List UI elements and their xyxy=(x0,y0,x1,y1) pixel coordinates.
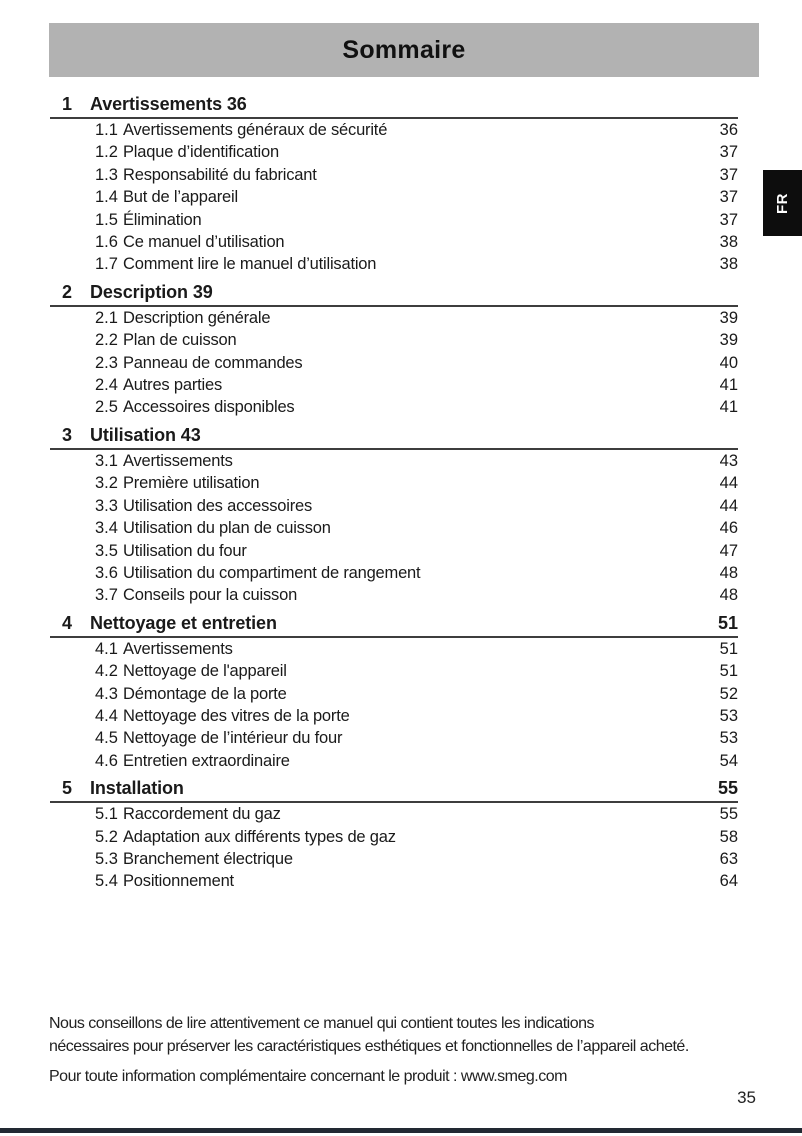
toc-item xyxy=(50,870,738,892)
table-of-contents xyxy=(50,91,738,893)
toc-item-title: Comment lire le manuel d’utilisation xyxy=(123,255,377,274)
toc-item-page: 48 xyxy=(719,586,738,605)
toc-item-page: 43 xyxy=(719,451,738,470)
toc-item-page: 51 xyxy=(719,662,738,681)
toc-item-page: 47 xyxy=(719,541,738,560)
toc-section xyxy=(50,775,738,893)
toc-item xyxy=(50,352,738,374)
toc-item-number: 5.2 xyxy=(95,827,118,846)
toc-item-number: 5.4 xyxy=(95,872,118,891)
toc-item-title: Nettoyage des vitres de la porte xyxy=(123,706,350,725)
page-header-bar xyxy=(49,23,759,77)
toc-item-title: Description générale xyxy=(123,308,271,327)
toc-section-header xyxy=(50,422,738,450)
toc-item-number: 3.2 xyxy=(95,474,118,493)
toc-item-title: Première utilisation xyxy=(123,474,260,493)
toc-item-page: 40 xyxy=(719,353,738,372)
toc-item-number: 2.1 xyxy=(95,308,118,327)
toc-item xyxy=(50,517,738,539)
toc-section-number: 5 xyxy=(62,778,73,799)
toc-item xyxy=(50,186,738,208)
toc-section-header xyxy=(50,610,738,638)
toc-item xyxy=(50,450,738,472)
toc-item-number: 3.4 xyxy=(95,519,118,538)
toc-item-number: 2.2 xyxy=(95,331,118,350)
toc-item-number: 1.2 xyxy=(95,143,118,162)
toc-section xyxy=(50,91,738,276)
toc-section-title: Nettoyage et entretien xyxy=(90,612,277,633)
toc-item-title: Raccordement du gaz xyxy=(123,805,281,824)
toc-section-title: Utilisation 43 xyxy=(90,424,201,445)
toc-item-number: 4.6 xyxy=(95,751,118,770)
toc-item-number: 5.1 xyxy=(95,805,118,824)
toc-item-title: Responsabilité du fabricant xyxy=(123,165,317,184)
toc-item xyxy=(50,472,738,494)
page-number: 35 xyxy=(737,1088,756,1107)
toc-item-number: 1.7 xyxy=(95,255,118,274)
toc-section-page: 55 xyxy=(717,778,738,799)
toc-item xyxy=(50,705,738,727)
toc-item-title: Nettoyage de l'appareil xyxy=(123,662,287,681)
toc-item-page: 37 xyxy=(719,188,738,207)
toc-item-number: 3.6 xyxy=(95,563,118,582)
footer-line: Nous conseillons de lire attentivement ce manuel qui contient toutes les indications xyxy=(49,1015,594,1032)
toc-item-number: 1.5 xyxy=(95,210,118,229)
toc-item-number: 4.2 xyxy=(95,662,118,681)
toc-item-page: 52 xyxy=(719,684,738,703)
toc-item xyxy=(50,495,738,517)
toc-item-title: Avertissements xyxy=(123,451,233,470)
toc-item-title: Utilisation du four xyxy=(123,541,247,560)
toc-item-number: 4.4 xyxy=(95,706,118,725)
toc-item-number: 5.3 xyxy=(95,849,118,868)
toc-item xyxy=(50,253,738,275)
footer-note xyxy=(49,1012,779,1088)
toc-item-number: 1.3 xyxy=(95,165,118,184)
toc-item-page: 39 xyxy=(719,331,738,350)
toc-item xyxy=(50,231,738,253)
toc-item-title: Avertissements xyxy=(123,639,233,658)
toc-item-number: 4.3 xyxy=(95,684,118,703)
toc-item xyxy=(50,727,738,749)
toc-item xyxy=(50,638,738,660)
toc-item-page: 37 xyxy=(719,210,738,229)
language-tab-fr xyxy=(763,170,802,236)
toc-item-number: 1.1 xyxy=(95,121,118,139)
toc-item-title: Ce manuel d’utilisation xyxy=(123,233,285,252)
toc-item xyxy=(50,209,738,231)
footer-line: nécessaires pour préserver les caractéristiques esthétiques et fonctionnelles de l’appareil acheté. xyxy=(49,1038,689,1055)
toc-item-number: 4.1 xyxy=(95,639,118,658)
toc-item-page: 63 xyxy=(719,849,738,868)
toc-item-title: Utilisation du compartiment de rangement xyxy=(123,563,421,582)
toc-item xyxy=(50,164,738,186)
toc-item xyxy=(50,396,738,418)
toc-item-number: 3.5 xyxy=(95,541,118,560)
toc-item-page: 41 xyxy=(719,398,738,417)
toc-item xyxy=(50,750,738,772)
toc-item xyxy=(50,374,738,396)
toc-item-title: Branchement électrique xyxy=(123,849,293,868)
toc-item xyxy=(50,562,738,584)
toc-item-title: Utilisation du plan de cuisson xyxy=(123,519,331,538)
toc-section-number: 4 xyxy=(62,612,73,633)
toc-item-number: 1.4 xyxy=(95,188,118,207)
toc-item xyxy=(50,141,738,163)
toc-item-page: 46 xyxy=(719,519,738,538)
toc-item-page: 37 xyxy=(719,165,738,184)
toc-item-number: 2.5 xyxy=(95,398,118,417)
toc-item-page: 44 xyxy=(719,474,738,493)
toc-item-page: 37 xyxy=(719,143,738,162)
toc-item-page: 54 xyxy=(719,751,738,770)
toc-section-number: 1 xyxy=(62,94,73,114)
toc-item xyxy=(50,584,738,606)
toc-item-number: 1.6 xyxy=(95,233,118,252)
toc-item xyxy=(50,119,738,141)
toc-item-title: Conseils pour la cuisson xyxy=(123,586,298,605)
toc-item-page: 44 xyxy=(719,496,738,515)
toc-item-page: 51 xyxy=(719,639,738,658)
toc-item xyxy=(50,826,738,848)
toc-item-title: Positionnement xyxy=(123,872,234,891)
footer-line: Pour toute information complémentaire concernant le produit : www.smeg.com xyxy=(49,1068,567,1085)
toc-item-number: 2.3 xyxy=(95,353,118,372)
toc-item-title: Autres parties xyxy=(123,376,222,395)
toc-item-title: Plan de cuisson xyxy=(123,331,237,350)
toc-item-page: 41 xyxy=(719,376,738,395)
toc-item-title: Panneau de commandes xyxy=(123,353,303,372)
bottom-bar xyxy=(0,1128,802,1133)
toc-item-page: 64 xyxy=(719,872,738,891)
toc-section xyxy=(50,610,738,772)
toc-item-number: 3.3 xyxy=(95,496,118,515)
toc-item-page: 48 xyxy=(719,563,738,582)
toc-item-page: 53 xyxy=(719,706,738,725)
toc-item xyxy=(50,683,738,705)
toc-section-header xyxy=(50,279,738,307)
toc-item-page: 55 xyxy=(719,805,738,824)
toc-item-title: But de l’appareil xyxy=(123,188,238,207)
toc-item-title: Élimination xyxy=(123,210,202,229)
toc-item-page: 38 xyxy=(719,233,738,252)
toc-section-title: Avertissements 36 xyxy=(90,94,247,114)
toc-item-number: 4.5 xyxy=(95,729,118,748)
language-tab-label: FR xyxy=(774,192,791,214)
toc-item xyxy=(50,307,738,329)
toc-item xyxy=(50,848,738,870)
toc-item-page: 36 xyxy=(719,121,738,139)
toc-item-title: Nettoyage de l’intérieur du four xyxy=(123,729,343,748)
toc-item-page: 39 xyxy=(719,308,738,327)
toc-item xyxy=(50,540,738,562)
toc-item-number: 2.4 xyxy=(95,376,118,395)
toc-item xyxy=(50,803,738,825)
toc-item-title: Démontage de la porte xyxy=(123,684,287,703)
toc-item-title: Adaptation aux différents types de gaz xyxy=(123,827,396,846)
toc-item-number: 3.7 xyxy=(95,586,118,605)
toc-item xyxy=(50,329,738,351)
toc-section-title: Description 39 xyxy=(90,281,213,302)
toc-item-title: Accessoires disponibles xyxy=(123,398,295,417)
toc-item-title: Utilisation des accessoires xyxy=(123,496,313,515)
toc-item-title: Avertissements généraux de sécurité xyxy=(123,121,388,139)
toc-item-page: 38 xyxy=(719,255,738,274)
toc-section xyxy=(50,422,738,607)
toc-item-page: 53 xyxy=(719,729,738,748)
page-title: Sommaire xyxy=(342,35,466,64)
toc-item-number: 3.1 xyxy=(95,451,118,470)
toc-item-title: Plaque d’identification xyxy=(123,143,279,162)
toc-section-page: 51 xyxy=(717,612,738,633)
toc-section-number: 2 xyxy=(62,281,73,302)
toc-section-header xyxy=(50,775,738,803)
toc-item-title: Entretien extraordinaire xyxy=(123,751,290,770)
toc-section-number: 3 xyxy=(62,424,73,445)
toc-section xyxy=(50,279,738,419)
toc-section-header xyxy=(50,91,738,119)
toc-section-title: Installation xyxy=(90,778,184,799)
toc-item-page: 58 xyxy=(719,827,738,846)
toc-item xyxy=(50,660,738,682)
